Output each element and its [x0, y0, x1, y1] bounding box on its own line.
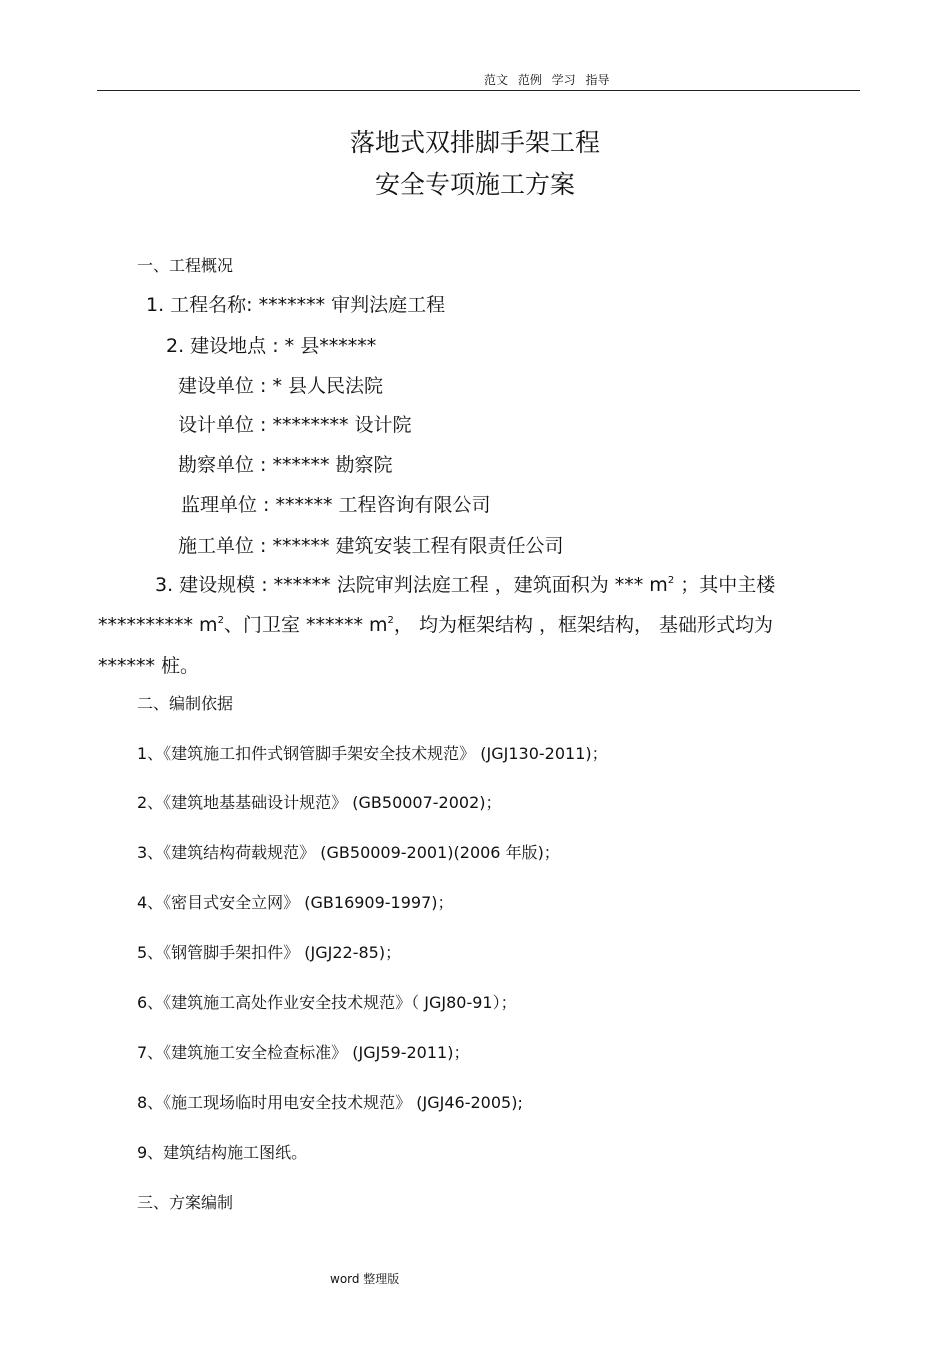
reference-item: 1、《建筑施工扣件式钢管脚手架安全技术规范》 (JGJ130-2011)；	[137, 744, 608, 763]
design-unit: 设计单位 : ******** 设计院	[178, 414, 412, 436]
survey-unit: 勘察单位 : ****** 勘察院	[178, 454, 393, 476]
scale-text-2b: 、门卫室 ****** m	[223, 614, 388, 636]
document-title-line1: 落地式双排脚手架工程	[349, 128, 600, 157]
section2-heading: 二、编制依据	[137, 694, 234, 713]
reference-item: 6、《建筑施工高处作业安全技术规范》（ JGJ80-91）；	[137, 993, 517, 1012]
scale-line-3: ****** 桩。	[98, 655, 200, 677]
header-rule	[97, 90, 860, 91]
reference-item: 4、《密目式安全立网》 (GB16909-1997)；	[137, 893, 454, 912]
reference-item: 5、《钢管脚手架扣件》 (JGJ22-85)；	[137, 943, 402, 962]
scale-text-1b: ；其中主楼	[680, 574, 776, 596]
scale-text-1a: 3. 建设规模 : ****** 法院审判法庭工程 ，建筑面积为 *** m	[155, 574, 668, 596]
scale-line-2	[98, 610, 773, 637]
builder-unit: 建设单位 : * 县人民法院	[178, 375, 384, 397]
section1-heading: 一、工程概况	[137, 256, 234, 275]
reference-item: 8、《施工现场临时用电安全技术规范》 (JGJ46-2005);	[137, 1093, 523, 1112]
reference-item: 2、《建筑地基基础设计规范》 (GB50007-2002)；	[137, 793, 502, 812]
scale-text-2c: ， 均为框架结构 ，框架结构， 基础形式均为	[393, 614, 774, 636]
project-name: 1. 工程名称: ******* 审判法庭工程	[146, 294, 446, 316]
reference-item: 9、建筑结构施工图纸。	[137, 1143, 308, 1162]
page-header: 范文 范例 学习 指导	[484, 73, 610, 87]
reference-item: 7、《建筑施工安全检查标准》 (JGJ59-2011)；	[137, 1043, 470, 1062]
supervision-unit: 监理单位 : ****** 工程咨询有限公司	[181, 494, 491, 516]
superscript-2: 2	[217, 615, 224, 626]
reference-item: 3、《建筑结构荷载规范》 (GB50009-2001)(2006 年版)；	[137, 843, 560, 862]
page-footer: word 整理版	[330, 1272, 400, 1286]
scale-text-2a: ********** m	[98, 614, 218, 636]
superscript-2: 2	[387, 615, 394, 626]
section3-heading: 三、方案编制	[137, 1193, 234, 1212]
document-title-line2: 安全专项施工方案	[374, 170, 575, 199]
superscript-2: 2	[667, 575, 675, 586]
scale-line-1	[155, 570, 775, 597]
construction-unit: 施工单位 : ****** 建筑安装工程有限责任公司	[178, 535, 564, 557]
project-location: 2. 建设地点 : * 县******	[166, 335, 377, 357]
